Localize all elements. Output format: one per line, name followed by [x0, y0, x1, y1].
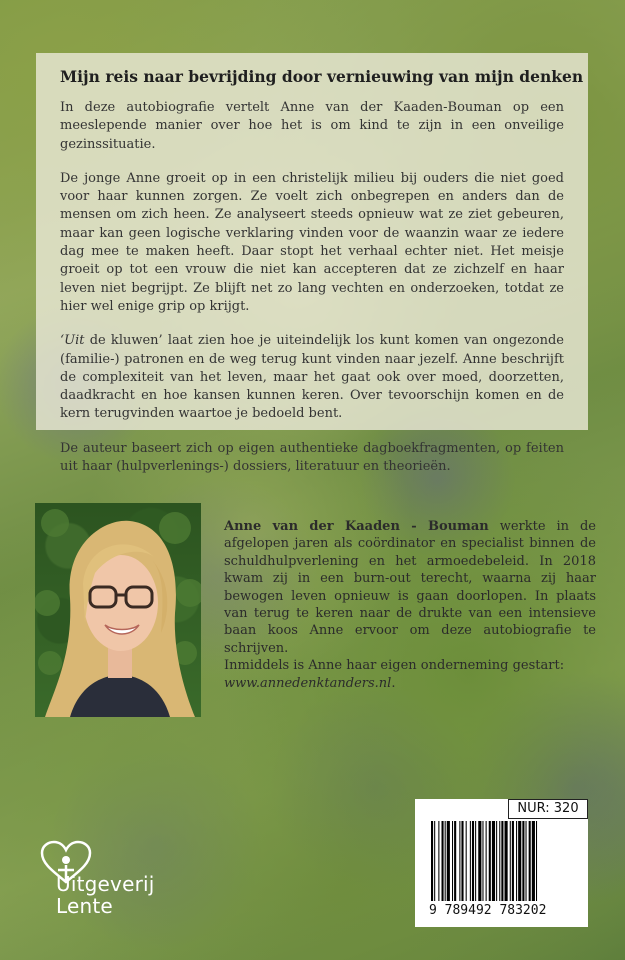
- barcode-bar: [516, 821, 517, 901]
- barcode-area: [415, 799, 588, 927]
- author-bio: [224, 518, 596, 692]
- barcode-bar: [489, 821, 491, 901]
- barcode-bar: [522, 821, 524, 901]
- barcode-bar: [442, 821, 444, 901]
- author-portrait-illustration: [35, 503, 201, 717]
- blurb-paragraph-2-text: De jonge Anne groeit op in een christelijk milieu bij ouders die niet goed voor haar kunnen zorgen. Ze voelt zich onbegrepen en anders dan de mensen om zich heen. Ze analyseert steeds opnieuw wat ze ziet gebeuren, maar kan geen logische verklaring vinden voor de waanzin waar ze iedere dag mee te maken heeft. Daar stopt het verhaal echter niet. Het meisje groeit op tot een vrouw die niet kan accepteren dat ze zichzelf en haar leven niet begrijpt. Ze blijft net zo lang vechten en onderzoeken, totdat ze hier wel enige grip op krijgt.: [60, 170, 564, 314]
- author-photo: [35, 503, 201, 717]
- blurb-heading: Mijn reis naar bevrijding door vernieuwing van mijn denken: [60, 67, 584, 86]
- barcode-bar: [459, 821, 460, 901]
- author-website: www.annedenktanders.nl: [224, 675, 392, 691]
- barcode-bar: [431, 821, 433, 901]
- author-website-suffix: .: [391, 675, 396, 691]
- barcode-bar: [518, 821, 521, 901]
- barcode-bar: [438, 821, 439, 901]
- barcode-bar: [510, 821, 511, 901]
- barcode-bar: [472, 821, 474, 901]
- barcode-bar: [486, 821, 487, 901]
- blurb-paragraph-2: [60, 170, 564, 316]
- barcode-bar: [478, 821, 481, 901]
- publisher-name-line2: Lente: [56, 894, 113, 918]
- barcode-bar: [447, 821, 450, 901]
- author-name: Anne van der Kaaden - Bouman: [224, 519, 489, 534]
- barcode-bar: [496, 821, 497, 901]
- blurb-panel: [36, 53, 588, 475]
- barcode-bar: [529, 821, 531, 901]
- isbn-barcode: [429, 821, 579, 901]
- isbn-number: 9 789492 783202: [429, 903, 547, 918]
- blurb-paragraph-3-text: de kluwen’ laat zien hoe je uiteindelijk los kunt komen van ongezonde (familie-) patronen en de weg terug kunt vinden naar jezelf. Anne beschrijft de complexiteit van het leven, maar het gaat ook over moed, doorzetten, daadkracht en hoe kansen kunnen keren. Over tevoorschijn komen en de kern terugvinden waartoe je bedoeld bent.: [60, 333, 564, 422]
- barcode-bar: [466, 821, 467, 901]
- publisher-logo: [32, 838, 182, 928]
- barcode-bar: [475, 821, 476, 901]
- book-title-word: Uit: [64, 333, 85, 349]
- barcode-bar: [536, 821, 537, 901]
- barcode-bar: [434, 821, 435, 901]
- blurb-paragraph-1-text: In deze autobiografie vertelt Anne van der Kaaden-Bouman op een meeslepende manier over hoe het is om kind te zijn in een onveilige gezinssituatie.: [60, 100, 564, 152]
- barcode-bar: [512, 821, 514, 901]
- blurb-paragraph-3: [60, 332, 564, 423]
- nur-code: NUR: 320: [508, 799, 588, 819]
- barcode-bar: [492, 821, 495, 901]
- barcode-bar: [482, 821, 483, 901]
- barcode-bar: [452, 821, 453, 901]
- barcode-bar: [445, 821, 446, 901]
- book-title-emphasis: ‘Uit: [60, 333, 85, 349]
- barcode-bar: [461, 821, 463, 901]
- publisher-name-line1: Uitgeverij: [56, 872, 155, 896]
- blurb-paragraph-1: [60, 99, 564, 154]
- author-business-line: Inmiddels is Anne haar eigen onderneming gestart:: [224, 658, 565, 674]
- barcode-bar: [501, 821, 503, 901]
- blurb-paragraph-4: [60, 440, 564, 477]
- barcode-bar: [454, 821, 456, 901]
- blurb-paragraph-4-text: De auteur baseert zich op eigen authentieke dagboekfragmenten, op feiten uit haar (hulpverlenings-) dossiers, literatuur en theorieën.: [60, 440, 564, 475]
- barcode-bar: [526, 821, 527, 901]
- barcode-bar: [470, 821, 471, 901]
- barcode-bar: [505, 821, 508, 901]
- barcode-bar: [532, 821, 535, 901]
- author-bio-text: werkte in de afgelopen jaren als coördinator en specialist binnen de schuldhulpverlening en het armoedebeleid. In 2018 kwam zij in een burn-out terecht, waarna zij haar bewogen leven opnieuw is gaan doorlopen. In plaats van terug te keren naar de drukte van een intensieve baan koos Anne ervoor om deze autobiografie te schrijven.: [224, 519, 596, 656]
- barcode-bar: [499, 821, 500, 901]
